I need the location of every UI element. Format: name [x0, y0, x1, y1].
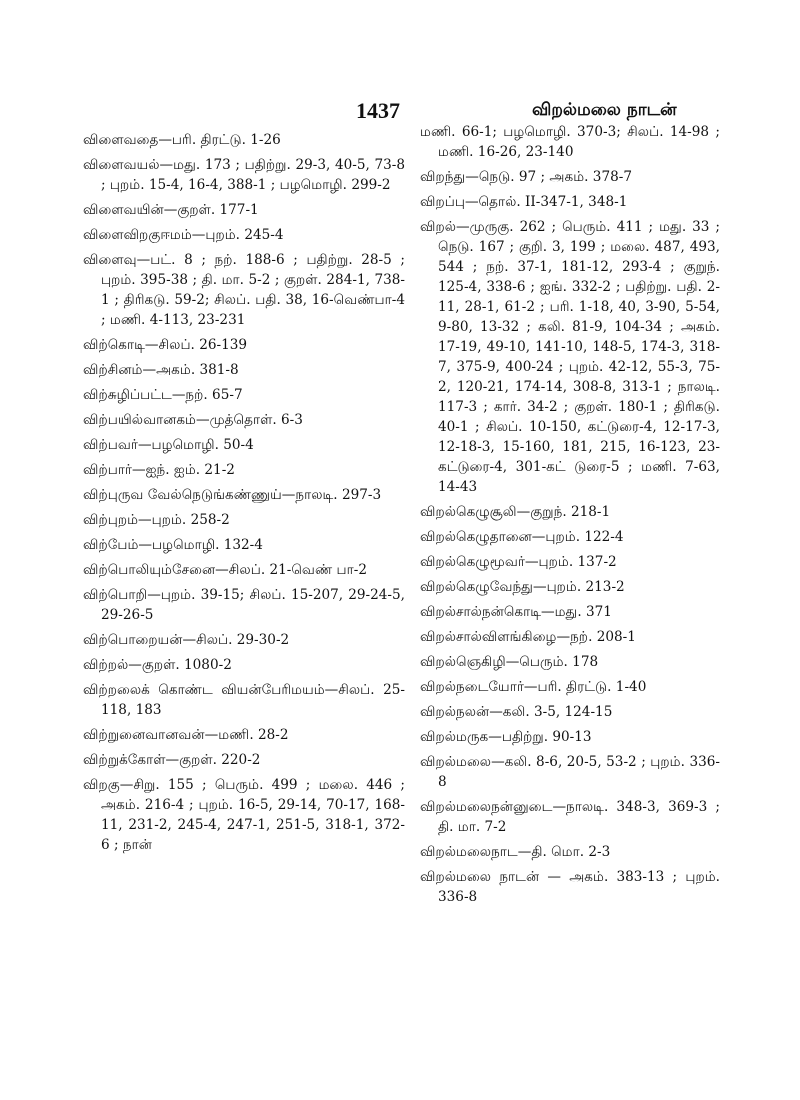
index-entry: விளைவயின்—குறள். 177-1 [83, 202, 259, 218]
index-entry: விறல்மலைநாட—தி. மொ. 2-3 [420, 844, 611, 860]
index-entry: விறல்மருக—பதிற்று. 90-13 [420, 729, 592, 745]
index-entry: மணி. 66-1; பழமொழி. 370-3; சிலப். 14-98 ; மணி. 16-26, 23-140 [420, 124, 720, 160]
index-entry: விளைவதை—பரி. திரட்டு. 1-26 [83, 132, 281, 148]
index-entry: விறகு—சிறு. 155 ; பெரும். 499 ; மலை. 446 ; அகம். 216-4 ; புறம். 16-5, 29-14, 70-17, 168-11, 231-2, 245-4, 247-1, 251-5, 318-1, 372-6 ; நான் [83, 777, 405, 853]
index-entry: விளைவு—பட். 8 ; நற். 188-6 ; பதிற்று. 28-5 ; புறம். 395-38 ; தி. மா. 5-2 ; குறள். 284-1, 738-1 ; திரிகடு. 59-2; சிலப். பதி. 38, 16-வெண்பா-4 ; மணி. 4-113, 23-231 [83, 252, 405, 328]
index-entry: விளைவிறகுஈமம்—புறம். 245-4 [83, 227, 284, 243]
index-entry: விற்சினம்—அகம். 381-8 [83, 362, 239, 378]
running-head: விறல்மலை நாடன் [532, 100, 677, 120]
index-entry: விறல்மலைநன்னுடை—நாலடி. 348-3, 369-3 ; தி. மா. 7-2 [420, 799, 720, 835]
index-entry: விறல்மலை நாடன் — அகம். 383-13 ; புறம். 336-8 [420, 869, 720, 905]
index-entry: விற்றல்—குறள். 1080-2 [83, 657, 232, 673]
index-entry: விறல்சால்விளங்கிழை—நற். 208-1 [420, 629, 636, 645]
index-entry: விற்றுக்கோள்—குறள். 220-2 [83, 752, 261, 768]
index-entry: விறல்கெழுமூவர்—புறம். 137-2 [420, 554, 617, 570]
index-entry: விற்பேம்—பழமொழி. 132-4 [83, 537, 263, 553]
index-entry: விற்பயில்வானகம்—முத்தொள். 6-3 [83, 412, 303, 428]
index-entry: விறல்நலன்—கலி. 3-5, 124-15 [420, 704, 613, 720]
index-entry: விற்புருவ வேல்நெடுங்கண்ணுய்—நாலடி. 297-3 [83, 487, 382, 503]
index-entry: விறந்து—நெடு. 97 ; அகம். 378-7 [420, 169, 632, 185]
index-entry: விறல்ஞெகிழி—பெரும். 178 [420, 654, 599, 670]
index-entry: விற்பொறி—புறம். 39-15; சிலப். 15-207, 29-24-5, 29-26-5 [83, 587, 405, 623]
index-entry: விறல்—முருகு. 262 ; பெரும். 411 ; மது. 33 ; நெடு. 167 ; குறி. 3, 199 ; மலை. 487, 493, 544 ; நற். 37-1, 181-12, 293-4 ; குறுந். 125-4, 338-6 ; ஐங். 332-2 ; பதிற்று. பதி. 2-11, 28-1, 61-2 ; பரி. 1-18, 40, 3-90, 5-54, 9-80, 13-32 ; கலி. 81-9, 104-34 ; அகம். 17-19, 49-10, 141-10, 148-5, 174-3, 318-7, 375-9, 400-24 ; புறம். 42-12, 55-3, 75-2, 120-21, 174-14, 308-8, 313-1 ; நாலடி. 117-3 ; கார். 34-2 ; குறள். 180-1 ; திரிகடு. 40-1 ; சிலப். 10-150, கட்டுரை-4, 12-17-3, 12-18-3, 15-160, 181, 215, 16-123, 23-கட்டுரை-4, 301-கட் டுரை-5 ; மணி. 7-63, 14-43 [420, 219, 720, 495]
index-entry: விறல்கெழுசூலி—குறுந். 218-1 [420, 504, 611, 520]
index-entry: விற்புறம்—புறம். 258-2 [83, 512, 230, 528]
right-column [420, 122, 720, 912]
left-column [83, 130, 405, 860]
page-number: 1437 [356, 98, 400, 123]
index-entry: விற்பார்—ஐந். ஐம். 21-2 [83, 462, 235, 478]
index-entry: விற்பவர்—பழமொழி. 50-4 [83, 437, 254, 453]
index-entry: விற்றலைக் கொண்ட வியன்பேரிமயம்—சிலப். 25-118, 183 [83, 682, 405, 718]
index-entry: விற்சுழிப்பட்ட—நற். 65-7 [83, 387, 243, 403]
index-entry: விறப்பு—தொல். II-347-1, 348-1 [420, 194, 628, 210]
index-entry: விறல்கெழுவேந்து—புறம். 213-2 [420, 579, 625, 595]
index-entry: விறல்சால்நன்கொடி—மது. 371 [420, 604, 612, 620]
index-entry: விற்றுனைவானவன்—மணி. 28-2 [83, 727, 289, 743]
index-entry: விற்பொறையன்—சிலப். 29-30-2 [83, 632, 290, 648]
index-entry: விளைவயல்—மது. 173 ; பதிற்று. 29-3, 40-5, 73-8 ; புறம். 15-4, 16-4, 388-1 ; பழமொழி. 299-2 [83, 157, 405, 193]
index-entry: விறல்நடையோர்—பரி. திரட்டு. 1-40 [420, 679, 647, 695]
index-entry: விற்பொலியும்சேனை—சிலப். 21-வெண் பா-2 [83, 562, 368, 578]
index-entry: விறல்மலை—கலி. 8-6, 20-5, 53-2 ; புறம். 336-8 [420, 754, 720, 790]
index-entry: விறல்கெழுதானை—புறம். 122-4 [420, 529, 624, 545]
index-entry: விற்கொடி—சிலப். 26-139 [83, 337, 248, 353]
